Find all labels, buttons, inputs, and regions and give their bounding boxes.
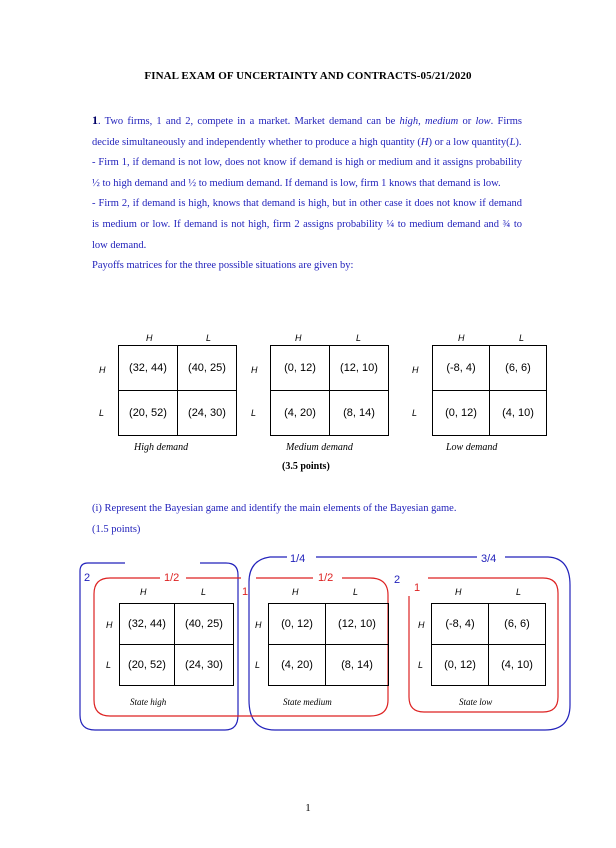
matrix-row-label: L — [99, 408, 105, 418]
state-caption: State high — [130, 697, 167, 707]
matrix-caption: Medium demand — [286, 442, 353, 453]
page-number: 1 — [305, 802, 311, 814]
matrix-row-label: H — [251, 365, 258, 375]
matrix-row-label: H — [99, 365, 106, 375]
matrix-cell: (8, 14) — [326, 645, 389, 686]
player1-label: 1 — [242, 586, 249, 598]
matrix-cell: (40, 25) — [175, 604, 234, 645]
text-run: L — [509, 136, 516, 148]
text-run: high — [399, 116, 419, 127]
matrix-cell: (0, 12) — [269, 604, 326, 645]
matrix-cell: (24, 30) — [178, 391, 237, 436]
state-row-label: L — [255, 660, 261, 670]
matrix-row-label: L — [412, 408, 418, 418]
problem-paragraph-3: - Firm 2, if demand is high, knows that demand is high, but in other case it does not know if demand is medium or low. If demand is not high, firm 2 assigns probability ¼ to medium demand and ¾ to low demand. — [92, 198, 522, 251]
problem-paragraph-2: - Firm 1, if demand is not low, does not know if demand is high or medium and it assigns probability ½ to high demand and ½ to medium demand. If demand is low, firm 1 knows that demand is low. — [92, 157, 522, 189]
matrix-cell: (0, 12) — [433, 391, 490, 436]
matrix-cell: (4, 20) — [269, 645, 326, 686]
matrix-cell: (6, 6) — [489, 604, 546, 645]
matrix-cell: (6, 6) — [490, 346, 547, 391]
question-text: (i) Represent the Bayesian game and identify the main elements of the Bayesian game. — [92, 503, 457, 514]
problem-number: 1 — [92, 113, 98, 127]
matrix-cell: (4, 20) — [271, 391, 330, 436]
state-row-label: L — [106, 660, 112, 670]
state-matrix-low — [431, 603, 546, 686]
matrix-cell: (24, 30) — [175, 645, 234, 686]
matrix-cell: (32, 44) — [119, 346, 178, 391]
matrix-cell: (-8, 4) — [433, 346, 490, 391]
matrix-col-label: H — [295, 333, 302, 343]
matrix-cell: (0, 12) — [432, 645, 489, 686]
state-row-label: H — [106, 620, 113, 630]
text-run: or — [458, 116, 476, 127]
text-run: . Firms decide simultaneously and independently whether to produce a high quantity ( — [92, 116, 523, 148]
state-col-label: H — [292, 587, 299, 597]
state-col-label: L — [516, 587, 522, 597]
state-col-label: L — [201, 587, 207, 597]
matrix-caption: High demand — [134, 442, 189, 453]
state-col-label: L — [353, 587, 359, 597]
matrix-cell: (4, 10) — [490, 391, 547, 436]
text-run: . Two firms, 1 and 2, compete in a market. Market demand can be — [98, 116, 400, 127]
text-run: medium — [425, 116, 459, 127]
state-matrix-medium — [268, 603, 389, 686]
points-label: (3.5 points) — [282, 461, 330, 472]
text-run: ). — [515, 136, 522, 148]
question-points: (1.5 points) — [92, 524, 141, 535]
prob-three-quarters-label: 3/4 — [481, 553, 497, 565]
state-caption: State low — [459, 697, 493, 707]
matrix-cell: (-8, 4) — [432, 604, 489, 645]
matrix-cell: (4, 10) — [489, 645, 546, 686]
prob-quarter-label: 1/4 — [290, 553, 306, 565]
matrix-col-label: H — [146, 333, 153, 343]
state-caption: State medium — [283, 697, 332, 707]
matrix-row-label: L — [251, 408, 257, 418]
matrix-row-label: H — [412, 365, 419, 375]
state-col-label: H — [140, 587, 147, 597]
player1-label: 1 — [414, 582, 421, 594]
matrix-cell: (20, 52) — [119, 391, 178, 436]
matrix-cell: (32, 44) — [120, 604, 175, 645]
player2-label: 2 — [394, 574, 401, 586]
matrix-col-label: L — [356, 333, 362, 343]
matrix-cell: (0, 12) — [271, 346, 330, 391]
text-run: H — [420, 136, 429, 148]
problem-paragraph-4: Payoffs matrices for the three possible situations are given by: — [92, 260, 354, 272]
matrix-cell: (8, 14) — [330, 391, 389, 436]
text-run: ) or a low quantity( — [428, 136, 510, 148]
player2-label: 2 — [84, 572, 91, 584]
matrix-cell: (40, 25) — [178, 346, 237, 391]
matrix-cell: (12, 10) — [326, 604, 389, 645]
matrix-cell: (12, 10) — [330, 346, 389, 391]
state-row-label: L — [418, 660, 424, 670]
prob-half-left-label: 1/2 — [164, 572, 180, 584]
state-col-label: H — [455, 587, 462, 597]
text-run: low — [475, 116, 491, 127]
exam-title: FINAL EXAM OF UNCERTAINTY AND CONTRACTS-05/21/2020 — [144, 70, 472, 82]
matrix-col-label: H — [458, 333, 465, 343]
matrix-col-label: L — [519, 333, 525, 343]
matrix-cell: (20, 52) — [120, 645, 175, 686]
state-matrix-high — [119, 603, 234, 686]
matrix-col-label: L — [206, 333, 212, 343]
matrix-caption: Low demand — [446, 442, 498, 453]
state-row-label: H — [255, 620, 262, 630]
prob-half-right-label: 1/2 — [318, 572, 334, 584]
text-run: , — [418, 116, 425, 127]
state-row-label: H — [418, 620, 425, 630]
